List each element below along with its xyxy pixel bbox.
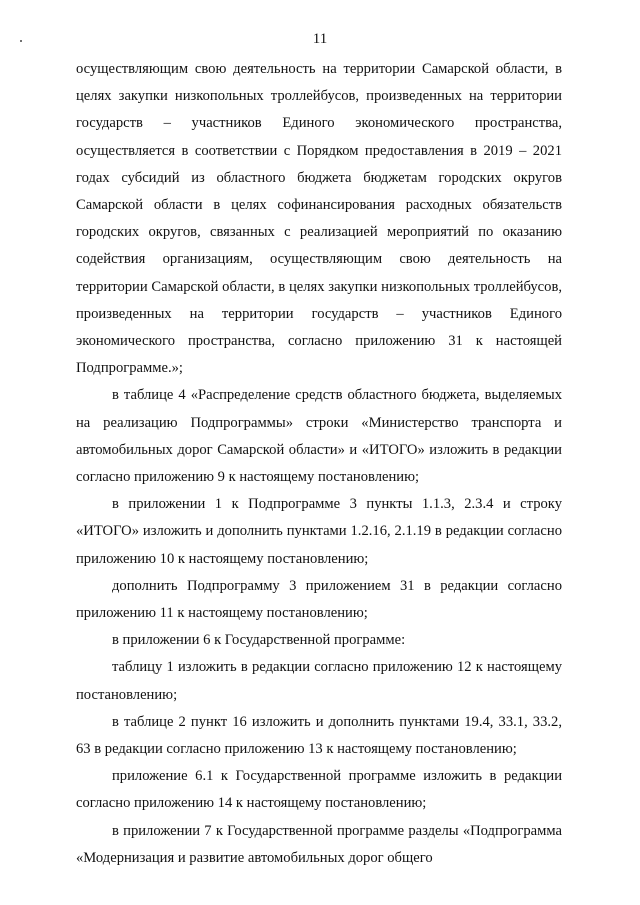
paragraph-table-1: таблицу 1 изложить в редакции согласно приложению 12 к настоящему постановлению; xyxy=(76,659,562,703)
page-number: 11 xyxy=(312,31,328,47)
document-body xyxy=(76,56,562,872)
paragraph-continuation: осуществляющим свою деятельность на территории Самарской области, в целях закупки низкопольных троллейбусов, произведенных на территории государств – участников Единого экономического пространства, осуществляется в соответствии с Порядком предоставления в 2019 – 2021 годах субсидий из областного бюджета бюджетам городских округов Самарской области в целях софинансирования расходных обязательств городских округов, связанных с реализацией мероприятий по оказанию содействия организациям, осуществляющим свою деятельность на территории Самарской области, в целях закупки низкопольных троллейбусов, произведенных на территории государств – участников Единого экономического пространства, согласно приложению 31 к настоящей Подпрограмме.»; xyxy=(76,61,562,377)
paragraph-appendix-1: в приложении 1 к Подпрограмме 3 пункты 1.1.3, 2.3.4 и строку «ИТОГО» изложить и дополнить пунктами 1.2.16, 2.1.19 в редакции согласно приложению 10 к настоящему постановлению; xyxy=(76,496,562,567)
paragraph-appendix-7: в приложении 7 к Государственной программе разделы «Подпрограмма «Модернизация и развитие автомобильных дорог общего xyxy=(76,822,562,866)
paragraph-table-4: в таблице 4 «Распределение средств областного бюджета, выделяемых на реализацию Подпрограммы» строки «Министерство транспорта и автомобильных дорог Самарской области» и «ИТОГО» изложить в редакции согласно приложению 9 к настоящему постановлению; xyxy=(76,387,562,486)
paragraph-add-appendix-31: дополнить Подпрограмму 3 приложением 31 в редакции согласно приложению 11 к настоящему постановлению; xyxy=(76,577,562,622)
paragraph-appendix-6-1: приложение 6.1 к Государственной программе изложить в редакции согласно приложению 14 к настоящему постановлению; xyxy=(76,768,562,812)
paragraph-table-2: в таблице 2 пункт 16 изложить и дополнить пунктами 19.4, 33.1, 33.2, 63 в редакции согласно приложению 13 к настоящему постановлению; xyxy=(76,713,562,758)
paragraph-appendix-6: в приложении 6 к Государственной программе: xyxy=(112,632,406,649)
